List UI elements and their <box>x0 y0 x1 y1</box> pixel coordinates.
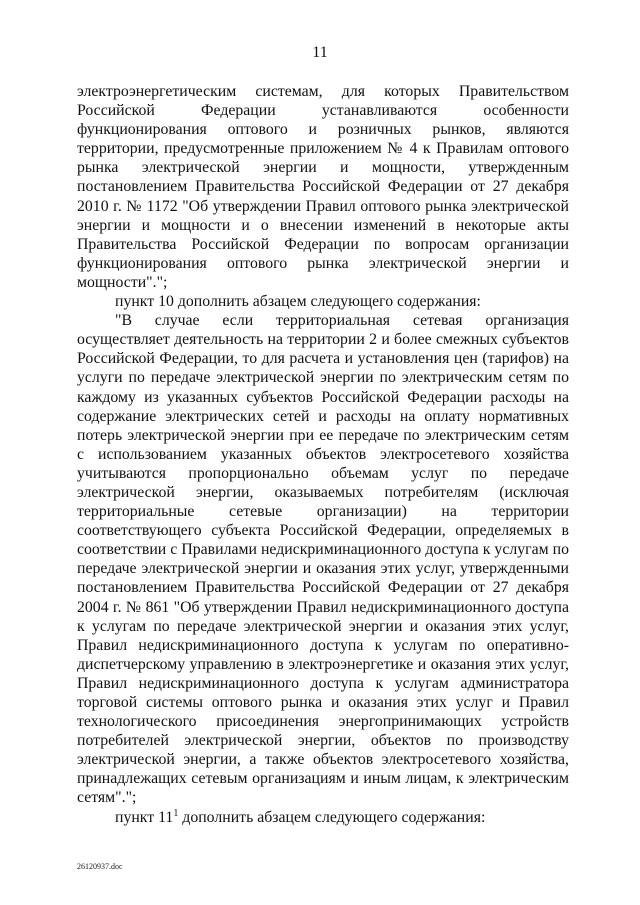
point-11-superscript: 1 <box>173 807 179 819</box>
document-body <box>77 82 569 827</box>
paragraph-new-clause-text: "В случае если территориальная сетевая организация осуществляет деятельность на территории 2 и более смежных субъектов Российской Федерации, то для расчета и установления цен (тарифов) на услуги по передаче электрической энергии по электрическим сетям по каждому из указанных субъектов Российской Федерации расходы на содержание электрических сетей и расходы на оплату нормативных потерь электрической энергии при ее передаче по электрическим сетям с использованием указанных объектов электросетевого хозяйства учитываются пропорционально объемам услуг по передаче электрической энергии, оказываемых потребителям (исключая территориальные сетевые организации) на территории соответствующего субъекта Российской Федерации, определяемых в соответствии с Правилами недискриминационного доступа к услугам по передаче электрической энергии и оказания этих услуг, утвержденными постановлением Правительства Российской Федерации от 27 декабря 2004 г. № 861 "Об утверждении Правил недискриминационного доступа к услугам по передаче электрической энергии и оказания этих услуг, Правил недискриминационного доступа к услугам по оперативно-диспетчерскому управлению в электроэнергетике и оказания этих услуг, Правил недискриминационного доступа к услугам администратора торговой системы оптового рынка и оказания этих услуг и Правил технологического присоединения энергопринимающих устройств потребителей электрической энергии, объектов по производству электрической энергии, а также объектов электросетевого хозяйства, принадлежащих сетевым организациям и иным лицам, к электрическим сетям"."; <box>77 312 569 807</box>
page-number: 11 <box>312 44 328 61</box>
point-11-text: дополнить абзацем следующего содержания: <box>178 808 486 826</box>
paragraph-continuation: электроэнергетическим системам, для которых Правительством Российской Федерации устанавливаются особенности функционирования оптового и розничных рынков, являются территории, предусмотренные приложением № 4 к Правилам оптового рынка электрической энергии и мощности, утвержденным постановлением Правительства Российской Федерации от 27 декабря 2010 г. № 1172 "Об утверждении Правил оптового рынка электрической энергии и мощности и о внесении изменений в некоторые акты Правительства Российской Федерации по вопросам организации функционирования оптового рынка электрической энергии и мощности"."; <box>77 83 569 291</box>
point-11-label: пункт 11 <box>115 808 174 826</box>
paragraph-point-11-1-instruction <box>77 808 569 827</box>
paragraph-point-10-instruction: пункт 10 дополнить абзацем следующего содержания: <box>115 293 481 311</box>
footer-document-id: 26120937.doc <box>77 862 123 871</box>
